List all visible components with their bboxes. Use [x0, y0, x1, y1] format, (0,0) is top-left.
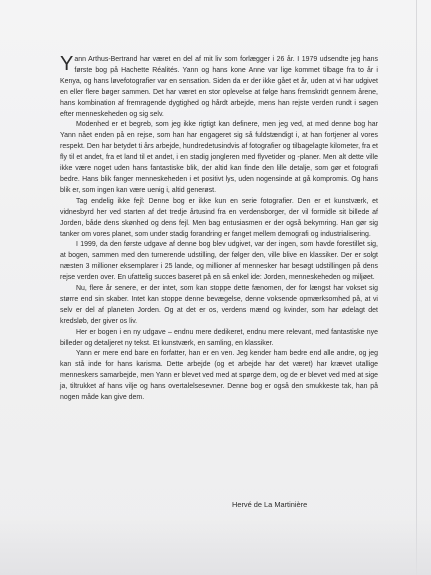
- paragraph-6: Her er bogen i en ny udgave – endnu mere dedikeret, endnu mere relevant, med fantastiske nye billeder og detaljeret ny tekst. Et kunstværk, en samling, en klassiker.: [60, 328, 378, 347]
- page-edge: [416, 0, 417, 575]
- paragraph-2: Modenhed er et begreb, som jeg ikke rigtigt kan definere, men jeg ved, at med denne bog har Yann nået enden på en rejse, som han har engageret sig så fuldstændigt i, at han fortjener al vores respekt. Den har betydet ti års arbejde, hundredetusindvis af fotografier og tilbagelagte kilometer, fra et fly til et andet, fra et land til et andet, i en stadig jongleren med flyvetider og -planer. Men alt dette ville ikke være noget uden hans fantastiske blik, der altid kan finde den lille detalje, som gør et fotografi bedre. Hans blik fanger menneskeheden i et positivt lys, uden nogensinde at gå kompromis. Og hans blik er, som ingen kan være uenig i, altid generøst.: [60, 121, 378, 194]
- paragraph-4: I 1999, da den første udgave af denne bog blev udgivet, var der ingen, som havde forestillet sig, at bogen, sammen med den turnerende udstilling, der følger den, ville blive en klassiker. Der er solgt næsten 3 millioner eksemplarer i 25 lande, og millioner af mennesker har besøgt udstillingen på dens rejse verden over. En ufattelig succes baseret på en så enkel ide: Jorden, menneskeheden og miljøet.: [60, 241, 378, 282]
- paragraph-5: Nu, flere år senere, er der intet, som kan stoppe dette fænomen, der for længst har vokset sig større end sin skaber. Intet kan stoppe denne bevægelse, denne voksende opmærksomhed på, at vi selv er del af planeten Jorden. Og at det er os, verdens mænd og kvinder, som har ødelagt det kredsløb, der giver os liv.: [60, 285, 378, 325]
- page-shadow: [0, 515, 431, 575]
- paragraph-1-text: ann Arthus-Bertrand har været en del af mit liv som forlægger i 26 år. I 1979 udsendte jeg hans første bog på Hachette Réalités. Yann og hans kone Anne var lige kommet tilbage fra to år i Kenya, og hans løvefotografier var en sensation. Siden da er der ikke gået et år, uden at vi har udgivet en eller flere bøger sammen. Det har været en stor oplevelse at følge hans fremskridt gennem årene, hans kombination af fremragende dygtighed og hårdt arbejde, mens han rejste verden rundt i søgen efter menneskeheden og sig selv.: [60, 56, 378, 118]
- drop-cap: Y: [60, 53, 74, 75]
- foreword-text: [60, 55, 378, 404]
- paragraph-3: Tag endelig ikke fejl: Denne bog er ikke kun en serie fotografier. Den er et kunstværk, et vidnesbyrd her ved starten af det tredje årtusind fra en verdensborger, der vil formidle sit billede af Jorden, både dens skønhed og dens fejl. Men bag entusiasmen er der også bekymring. Han gør sig tanker om vores planet, som under stadig forandring er fanget mellem demografi og industrialisering.: [60, 197, 378, 238]
- paragraph-1: [60, 55, 378, 120]
- signature: Hervé de La Martinière: [232, 500, 308, 509]
- paragraph-7: Yann er mere end bare en forfatter, han er en ven. Jeg kender ham bedre end alle andre, og jeg kan stå inde for hans karisma. Dette arbejde (og et arbejde har det været) har krævet utallige menneskers samarbejde, men Yann er blevet ved med at spørge dem, og de er blevet ved med at sige ja, tiltrukket af hans vilje og hans overtalelsesevner. Denne bog er også den smukkeste tak, han på nogen måde kan give dem.: [60, 350, 378, 402]
